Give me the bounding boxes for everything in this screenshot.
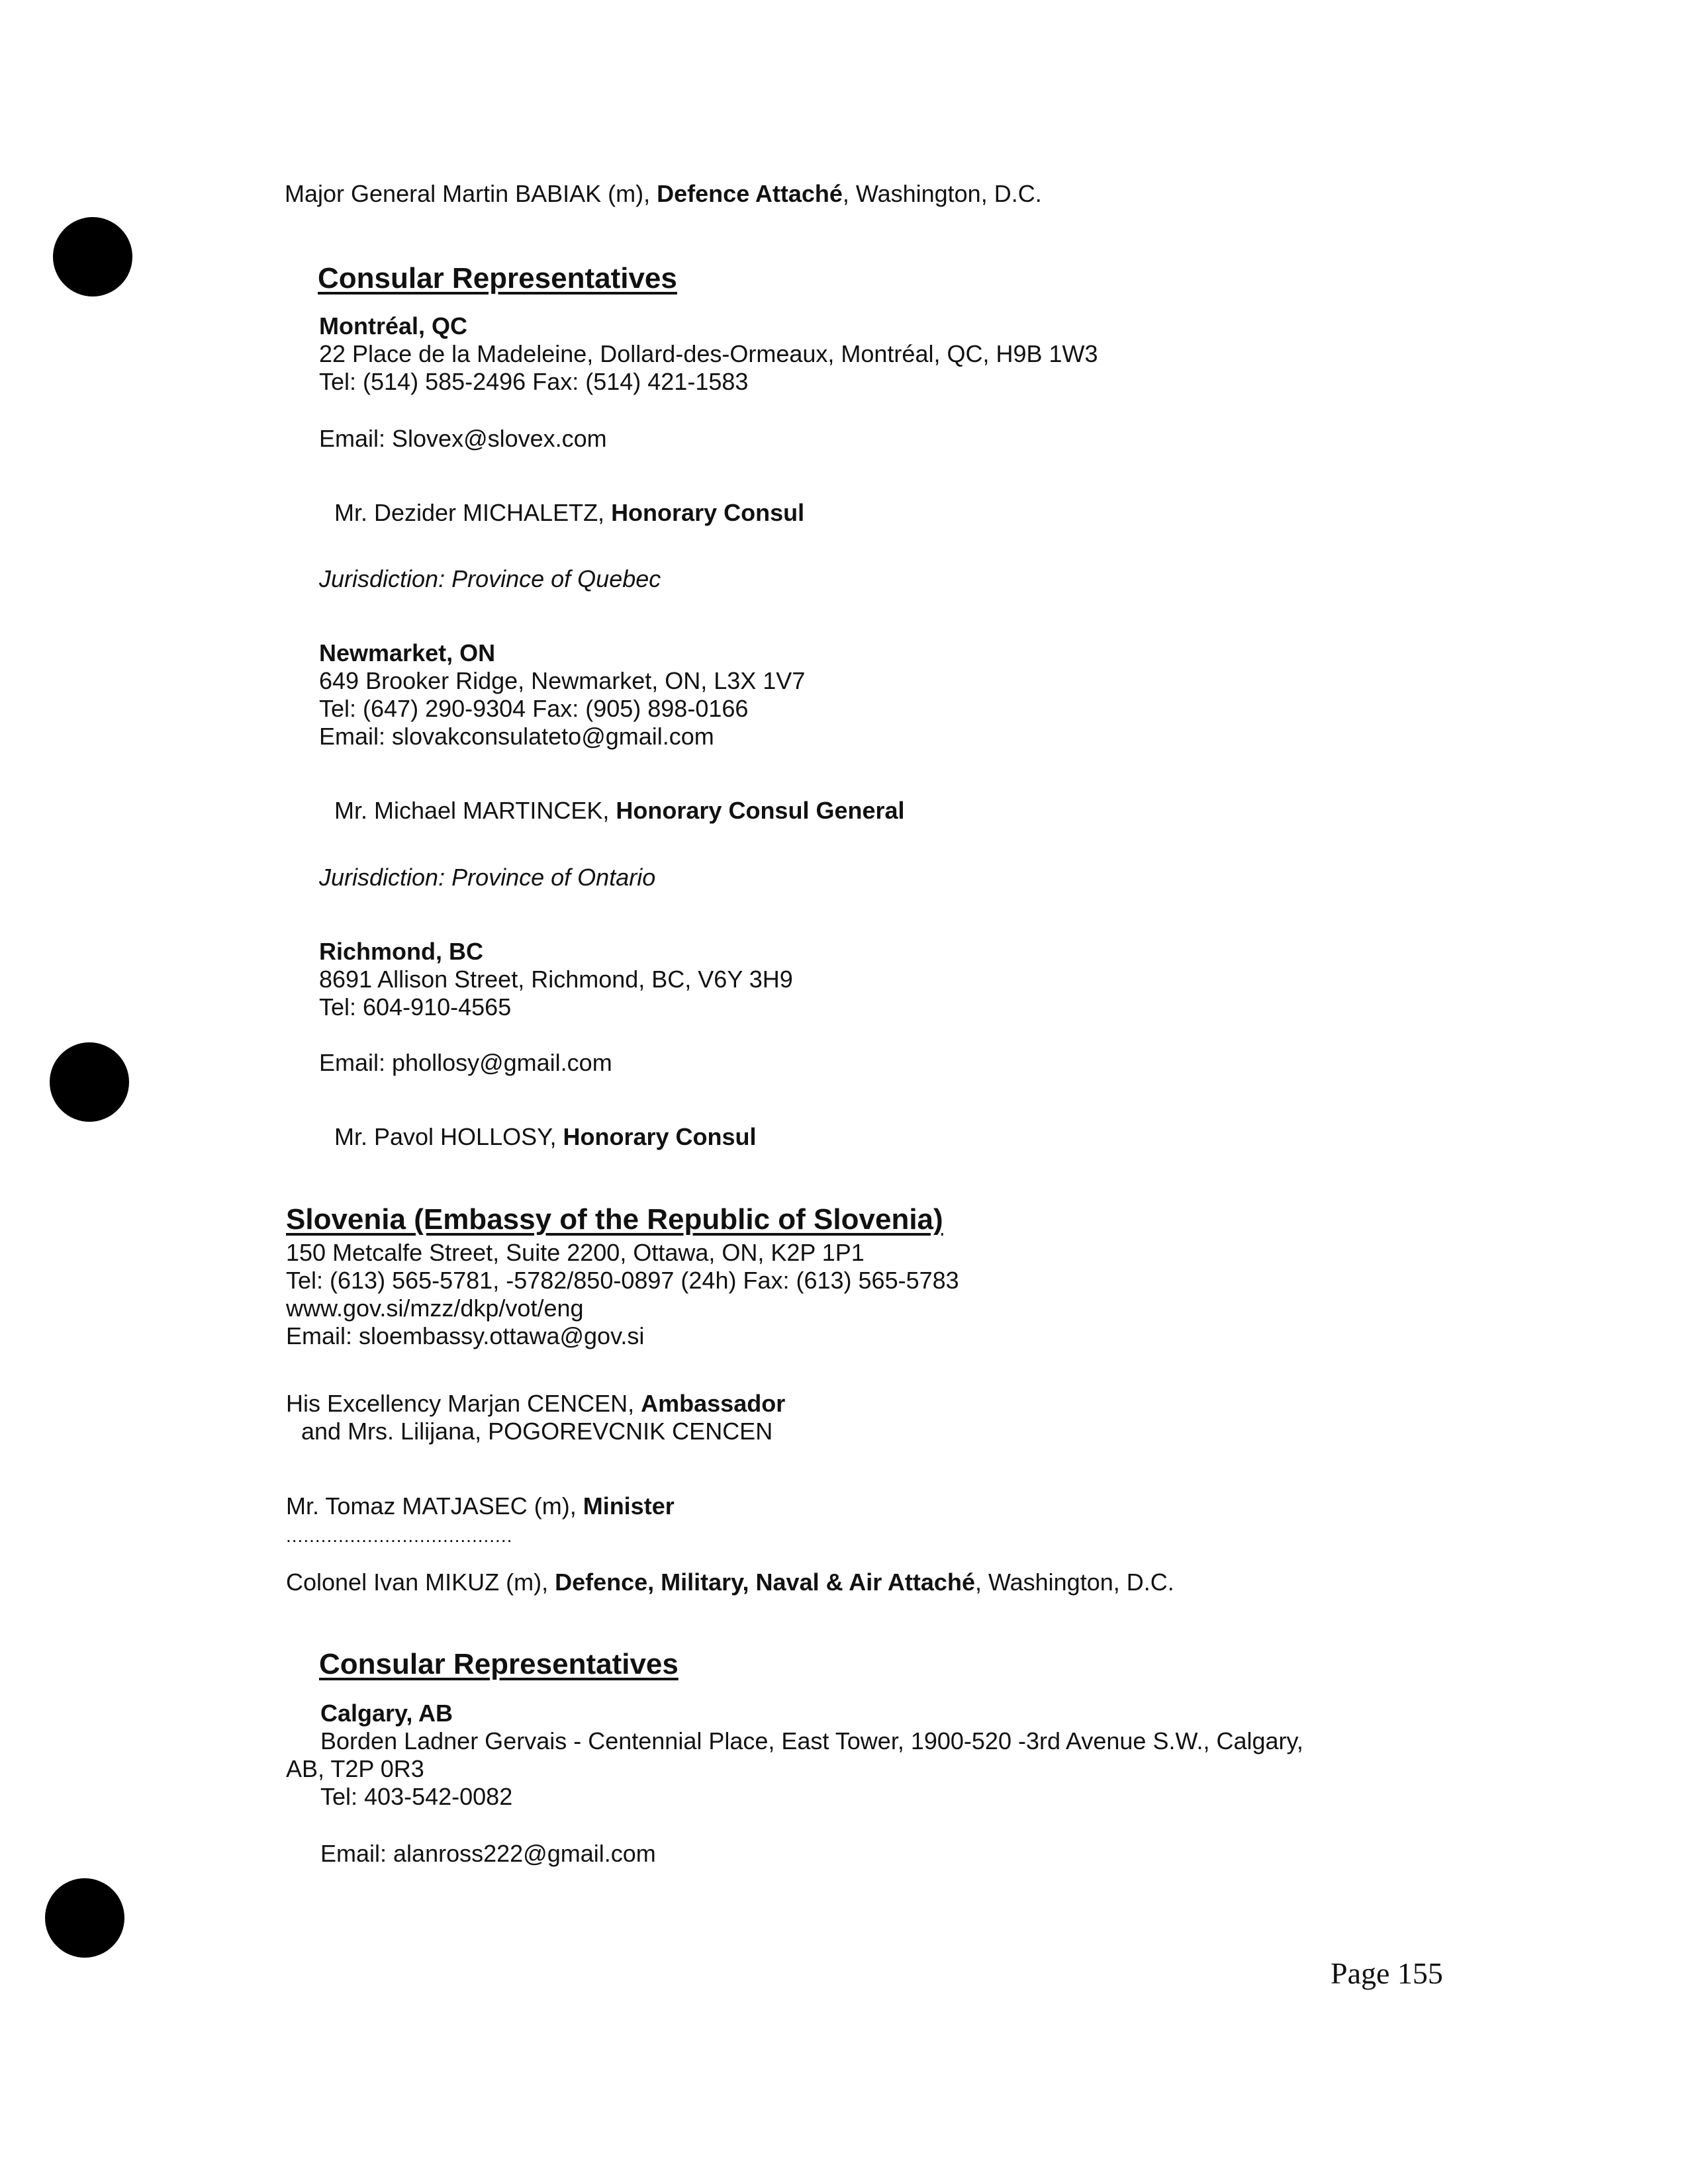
richmond-consul-title: Honorary Consul (563, 1123, 757, 1150)
dotted-separator: ....................................... (286, 1525, 513, 1546)
montreal-tel: Tel: (514) 585-2496 Fax: (514) 421-1583 (319, 368, 749, 395)
richmond-tel: Tel: 604-910-4565 (319, 993, 512, 1021)
montreal-consul-title: Honorary Consul (611, 499, 805, 526)
richmond-email: Email: phollosy@gmail.com (319, 1049, 612, 1076)
slovenia-attache (286, 1569, 1174, 1596)
slovenia-minister-title: Minister (583, 1492, 675, 1520)
slovenia-attache-location: , Washington, D.C. (974, 1569, 1174, 1596)
calgary-city: Calgary, AB (320, 1700, 453, 1727)
newmarket-city: Newmarket, ON (319, 639, 496, 666)
punch-hole-bottom (45, 1878, 124, 1958)
newmarket-consul (334, 797, 905, 825)
newmarket-consul-name: Mr. Michael MARTINCEK, (334, 797, 616, 824)
slovenia-minister-name: Mr. Tomaz MATJASEC (m), (286, 1492, 583, 1520)
newmarket-jurisdiction: Jurisdiction: Province of Ontario (319, 864, 656, 891)
slovenia-tel: Tel: (613) 565-5781, -5782/850-0897 (24h) Fax: (613) 565-5783 (286, 1267, 959, 1294)
punch-hole-top (53, 217, 132, 296)
montreal-address: 22 Place de la Madeleine, Dollard-des-Ormeaux, Montréal, QC, H9B 1W3 (319, 340, 1098, 367)
newmarket-address: 649 Brooker Ridge, Newmarket, ON, L3X 1V7 (319, 667, 806, 694)
page-number: Page 155 (1331, 1956, 1443, 1990)
slovenia-address: 150 Metcalfe Street, Suite 2200, Ottawa, ON, K2P 1P1 (286, 1239, 865, 1266)
consular-heading-slovenia: Consular Representatives (319, 1648, 679, 1680)
calgary-email: Email: alanross222@gmail.com (320, 1840, 656, 1867)
slovenia-website: www.gov.si/mzz/dkp/vot/eng (286, 1295, 584, 1322)
calgary-address-line1: Borden Ladner Gervais - Centennial Place, East Tower, 1900-520 -3rd Avenue S.W., Calgary, (320, 1727, 1303, 1754)
slovenia-ambassador-name: His Excellency Marjan CENCEN, (286, 1390, 641, 1417)
newmarket-tel: Tel: (647) 290-9304 Fax: (905) 898-0166 (319, 695, 749, 722)
slovenia-attache-title: Defence, Military, Naval & Air Attaché (555, 1569, 975, 1596)
attache-babiak-title: Defence Attaché (657, 180, 843, 207)
richmond-address: 8691 Allison Street, Richmond, BC, V6Y 3H9 (319, 966, 793, 993)
montreal-consul (334, 499, 804, 527)
slovenia-email: Email: sloembassy.ottawa@gov.si (286, 1322, 645, 1349)
richmond-city: Richmond, BC (319, 938, 483, 965)
newmarket-email: Email: slovakconsulateto@gmail.com (319, 723, 714, 750)
montreal-consul-name: Mr. Dezider MICHALETZ, (334, 499, 612, 526)
slovenia-attache-name: Colonel Ivan MIKUZ (m), (286, 1569, 555, 1596)
slovenia-ambassador-title: Ambassador (641, 1390, 786, 1417)
calgary-address-line2: AB, T2P 0R3 (286, 1755, 424, 1782)
montreal-email: Email: Slovex@slovex.com (319, 425, 607, 452)
slovenia-ambassador (286, 1390, 785, 1418)
attache-babiak-line (285, 180, 1042, 208)
richmond-consul (334, 1123, 757, 1151)
calgary-tel: Tel: 403-542-0082 (320, 1783, 513, 1810)
montreal-jurisdiction: Jurisdiction: Province of Quebec (319, 565, 661, 592)
slovenia-ambassador-spouse: and Mrs. Lilijana, POGOREVCNIK CENCEN (301, 1418, 773, 1445)
richmond-consul-name: Mr. Pavol HOLLOSY, (334, 1123, 563, 1150)
slovenia-minister (286, 1492, 675, 1520)
embassy-heading-slovenia: Slovenia (Embassy of the Republic of Slovenia) (286, 1203, 943, 1236)
punch-hole-middle (50, 1042, 129, 1122)
newmarket-consul-title: Honorary Consul General (616, 797, 905, 824)
montreal-city: Montréal, QC (319, 312, 468, 340)
attache-babiak-location: , Washington, D.C. (842, 180, 1042, 207)
attache-babiak-name: Major General Martin BABIAK (m), (285, 180, 657, 207)
consular-heading-slovakia: Consular Representatives (318, 262, 677, 295)
